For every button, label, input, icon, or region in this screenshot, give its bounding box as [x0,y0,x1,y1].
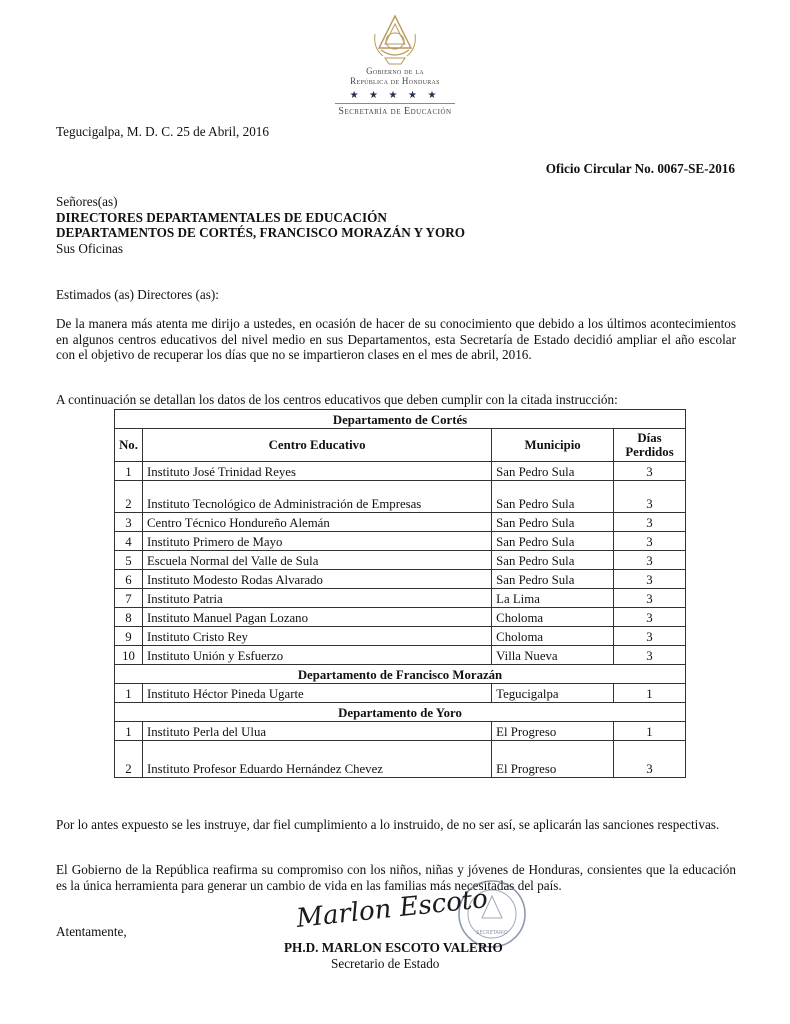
recipient-line1: DIRECTORES DEPARTAMENTALES DE EDUCACIÓN [56,209,387,225]
row-dias: 3 [614,570,686,589]
row-centro: Instituto Tecnológico de Administración de Empresas [142,481,491,513]
table-header-row [115,429,686,462]
row-no: 4 [115,532,143,551]
table-row [115,462,686,481]
row-dias: 3 [614,551,686,570]
table-row [115,551,686,570]
row-municipio: San Pedro Sula [492,513,614,532]
row-dias: 3 [614,532,686,551]
recipient-office: Sus Oficinas [56,240,124,256]
letterhead [0,14,790,117]
row-dias: 3 [614,646,686,665]
closing: Atentamente, [56,924,127,939]
signer-title: Secretario de Estado [331,956,440,971]
signer-name: PH.D. MARLON ESCOTO VALERIO [284,940,503,955]
row-municipio: San Pedro Sula [492,481,614,513]
row-municipio: El Progreso [492,741,614,778]
row-dias: 3 [614,513,686,532]
table-row [115,627,686,646]
coat-of-arms-icon [371,14,419,66]
section-header-yoro [115,703,686,722]
row-centro: Instituto Héctor Pineda Ugarte [142,684,491,703]
place-date: Tegucigalpa, M. D. C. 25 de Abril, 2016 [56,124,269,139]
table-row [115,481,686,513]
row-no: 1 [115,722,143,741]
row-dias: 3 [614,481,686,513]
paragraph-intro: De la manera más atenta me dirijo a ustedes, en ocasión de hacer de su conocimiento que debido a los últimos acontecimientos en algunos centros educativos del nivel medio en sus Departamentos, esta Secretaría de Estado decidió ampliar el año escolar con el objetivo de recuperar los días que no se impartieron clases en el mes de abril, 2016. [56,316,736,362]
row-municipio: San Pedro Sula [492,570,614,589]
section-header-francisco-morazan [115,665,686,684]
row-centro: Instituto Perla del Ulua [142,722,491,741]
row-no: 2 [115,481,143,513]
row-no: 8 [115,608,143,627]
schools-table [114,409,686,778]
row-no: 9 [115,627,143,646]
row-centro: Escuela Normal del Valle de Sula [142,551,491,570]
recipient-block [56,194,465,256]
greeting: Estimados (as) Directores (as): [56,287,219,302]
paragraph-commitment: El Gobierno de la República reafirma su compromiso con los niños, niñas y jóvenes de Honduras, consientes que la educación es la única herramienta para generar un cambio de vida en las familias más necesitadas del país. [56,862,736,893]
handwritten-signature: Marlon Escoto [294,884,490,934]
table-row [115,513,686,532]
row-municipio: San Pedro Sula [492,551,614,570]
row-municipio: San Pedro Sula [492,462,614,481]
row-no: 1 [115,684,143,703]
row-centro: Instituto José Trinidad Reyes [142,462,491,481]
row-municipio: El Progreso [492,722,614,741]
row-municipio: Choloma [492,608,614,627]
recipient-salutation: Señores(as) [56,194,118,209]
column-header-municipio: Municipio [492,429,614,462]
table-row [115,741,686,778]
row-no: 1 [115,462,143,481]
letterhead-government: Gobierno de la [366,66,424,76]
section-title: Departamento de Cortés [115,410,686,429]
table-row [115,684,686,703]
table-row [115,532,686,551]
row-no: 5 [115,551,143,570]
table-row [115,608,686,627]
letterhead-republic: República de Honduras [350,76,440,86]
paragraph-instruction: Por lo antes expuesto se les instruye, dar fiel cumplimiento a lo instruido, de no ser así, se aplicarán las sanciones respectivas. [56,817,720,832]
letterhead-stars-icon: ★ ★ ★ ★ ★ [349,90,441,101]
row-centro: Instituto Profesor Eduardo Hernández Chevez [142,741,491,778]
row-no: 7 [115,589,143,608]
section-header-cortes [115,410,686,429]
table-row [115,646,686,665]
table-row [115,722,686,741]
row-centro: Instituto Primero de Mayo [142,532,491,551]
row-municipio: San Pedro Sula [492,532,614,551]
letterhead-secretaria: Secretaría de Educación [338,106,452,117]
recipient-line2: DEPARTAMENTOS DE CORTÉS, FRANCISCO MORAZÁN Y YORO [56,225,466,240]
row-centro: Centro Técnico Hondureño Alemán [142,513,491,532]
row-dias: 3 [614,608,686,627]
row-municipio: Villa Nueva [492,646,614,665]
row-centro: Instituto Modesto Rodas Alvarado [142,570,491,589]
row-no: 10 [115,646,143,665]
row-dias: 1 [614,722,686,741]
section-title: Departamento de Francisco Morazán [115,665,686,684]
table-intro: A continuación se detallan los datos de los centros educativos que deben cumplir con la citada instrucción: [56,392,618,407]
row-municipio: Choloma [492,627,614,646]
column-header-dias: Días Perdidos [614,429,686,462]
row-centro: Instituto Unión y Esfuerzo [142,646,491,665]
row-centro: Instituto Patria [142,589,491,608]
row-municipio: Tegucigalpa [492,684,614,703]
row-dias: 3 [614,462,686,481]
row-dias: 3 [614,627,686,646]
seal-text: SECRETARIO [476,930,508,936]
row-municipio: La Lima [492,589,614,608]
row-dias: 1 [614,684,686,703]
row-dias: 3 [614,589,686,608]
section-title: Departamento de Yoro [115,703,686,722]
letterhead-divider [335,103,455,104]
table-row [115,589,686,608]
row-dias: 3 [614,741,686,778]
row-no: 6 [115,570,143,589]
table-row [115,570,686,589]
column-header-no: No. [115,429,143,462]
row-no: 2 [115,741,143,778]
oficio-number: Oficio Circular No. 0067-SE-2016 [545,161,735,176]
column-header-centro: Centro Educativo [142,429,491,462]
row-centro: Instituto Cristo Rey [142,627,491,646]
row-no: 3 [115,513,143,532]
row-centro: Instituto Manuel Pagan Lozano [142,608,491,627]
